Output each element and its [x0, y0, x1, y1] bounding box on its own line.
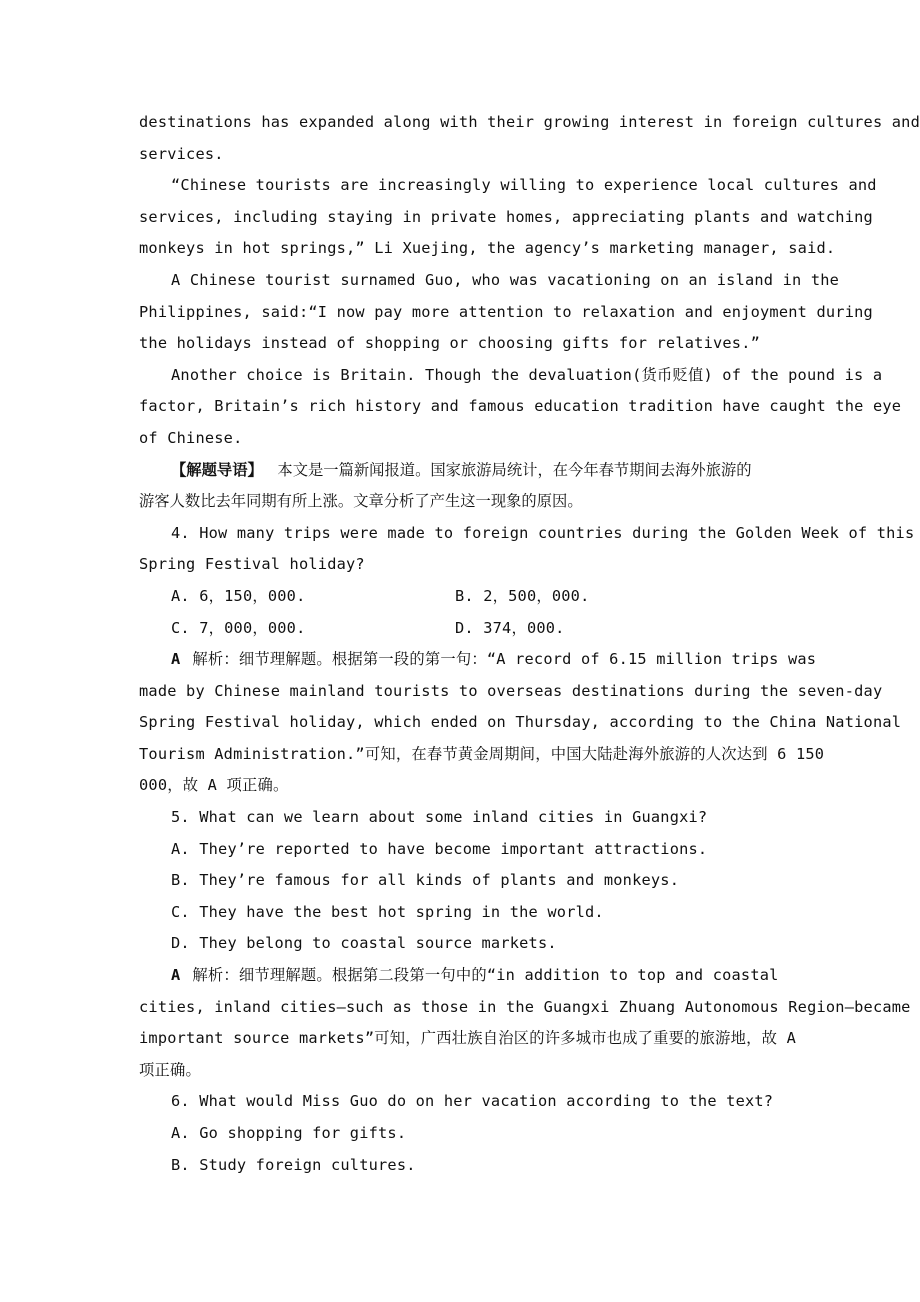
paragraph-2-line-2: services, including staying in private homes, appreciating plants and watching — [139, 207, 873, 226]
question-4-explanation-line-4: Tourism Administration.”可知，在春节黄金周期间，中国大陆赴海外旅游的人次达到 6 150 — [139, 744, 825, 763]
paragraph-4-line-1: Another choice is Britain. Though the devaluation(货币贬值) of the pound is a — [171, 365, 883, 384]
question-4-answer: A — [171, 650, 181, 669]
paragraph-1-line-2: services. — [139, 144, 224, 163]
question-4-option-a: A. 6，150，000. — [171, 586, 306, 605]
guide-tag: 【解题导语】 — [171, 460, 263, 479]
question-5-answer: A — [171, 966, 181, 985]
question-4-line-2: Spring Festival holiday? — [139, 555, 365, 574]
question-6-line-1: 6. What would Miss Guo do on her vacation according to the text? — [171, 1092, 774, 1111]
question-4-explanation-text-1: 解析：细节理解题。根据第一段的第一句：“A record of 6.15 million trips was — [192, 650, 817, 669]
guide-text-1: 本文是一篇新闻报道。国家旅游局统计，在今年春节期间去海外旅游的 — [277, 460, 752, 479]
guide-line-2: 游客人数比去年同期有所上涨。文章分析了产生这一现象的原因。 — [139, 492, 583, 511]
question-4-option-d: D. 374，000. — [455, 618, 565, 637]
paragraph-1-line-1: destinations has expanded along with their growing interest in foreign cultures and — [139, 113, 920, 131]
paragraph-2-line-3: monkeys in hot springs,” Li Xuejing, the agency’s marketing manager, said. — [139, 239, 836, 258]
paragraph-3-line-3: the holidays instead of shopping or choosing gifts for relatives.” — [139, 334, 761, 353]
question-4-line-1: 4. How many trips were made to foreign countries during the Golden Week of this — [171, 523, 915, 542]
paragraph-3-line-1: A Chinese tourist surnamed Guo, who was vacationing on an island in the — [171, 270, 840, 289]
question-4-options-row-1 — [139, 581, 815, 613]
document-page — [139, 107, 920, 1181]
question-5-option-b: B. They’re famous for all kinds of plants and monkeys. — [171, 871, 680, 890]
question-4-explanation-line-1 — [139, 644, 815, 676]
question-5-explanation-line-2: cities, inland cities—such as those in the Guangxi Zhuang Autonomous Region—became — [139, 997, 911, 1016]
paragraph-4-line-2: factor, Britain’s rich history and famous education tradition have caught the eye — [139, 397, 902, 416]
question-5-line-1: 5. What can we learn about some inland cities in Guangxi? — [171, 808, 708, 827]
question-4-option-c: C. 7，000，000. — [171, 618, 306, 637]
question-5-option-a: A. They’re reported to have become important attractions. — [171, 839, 708, 858]
question-5-explanation-line-1 — [139, 960, 815, 992]
question-6-option-b: B. Study foreign cultures. — [171, 1155, 416, 1174]
question-5-explanation-line-3: important source markets”可知，广西壮族自治区的许多城市也成了重要的旅游地，故 A — [139, 1029, 796, 1048]
paragraph-3-line-2: Philippines, said:“I now pay more attention to relaxation and enjoyment during — [139, 302, 873, 321]
question-5-explanation-line-4: 项正确。 — [139, 1060, 201, 1079]
question-4-explanation-line-3: Spring Festival holiday, which ended on Thursday, according to the China National — [139, 713, 902, 732]
question-4-options-row-2 — [139, 613, 815, 645]
question-4-explanation-line-2: made by Chinese mainland tourists to overseas destinations during the seven-day — [139, 681, 883, 700]
question-5-option-c: C. They have the best hot spring in the world. — [171, 902, 604, 921]
question-5-option-d: D. They belong to coastal source markets. — [171, 934, 557, 953]
paragraph-2-line-1: “Chinese tourists are increasingly willing to experience local cultures and — [171, 176, 877, 195]
question-4-option-b: B. 2，500，000. — [455, 586, 590, 605]
question-6-option-a: A. Go shopping for gifts. — [171, 1124, 407, 1142]
question-4-explanation-line-5: 000，故 A 项正确。 — [139, 776, 289, 795]
question-5-explanation-text-1: 解析：细节理解题。根据第二段第一句中的“in addition to top and coastal — [192, 966, 779, 985]
paragraph-4-line-3: of Chinese. — [139, 428, 243, 447]
guide-line-1 — [139, 455, 815, 487]
